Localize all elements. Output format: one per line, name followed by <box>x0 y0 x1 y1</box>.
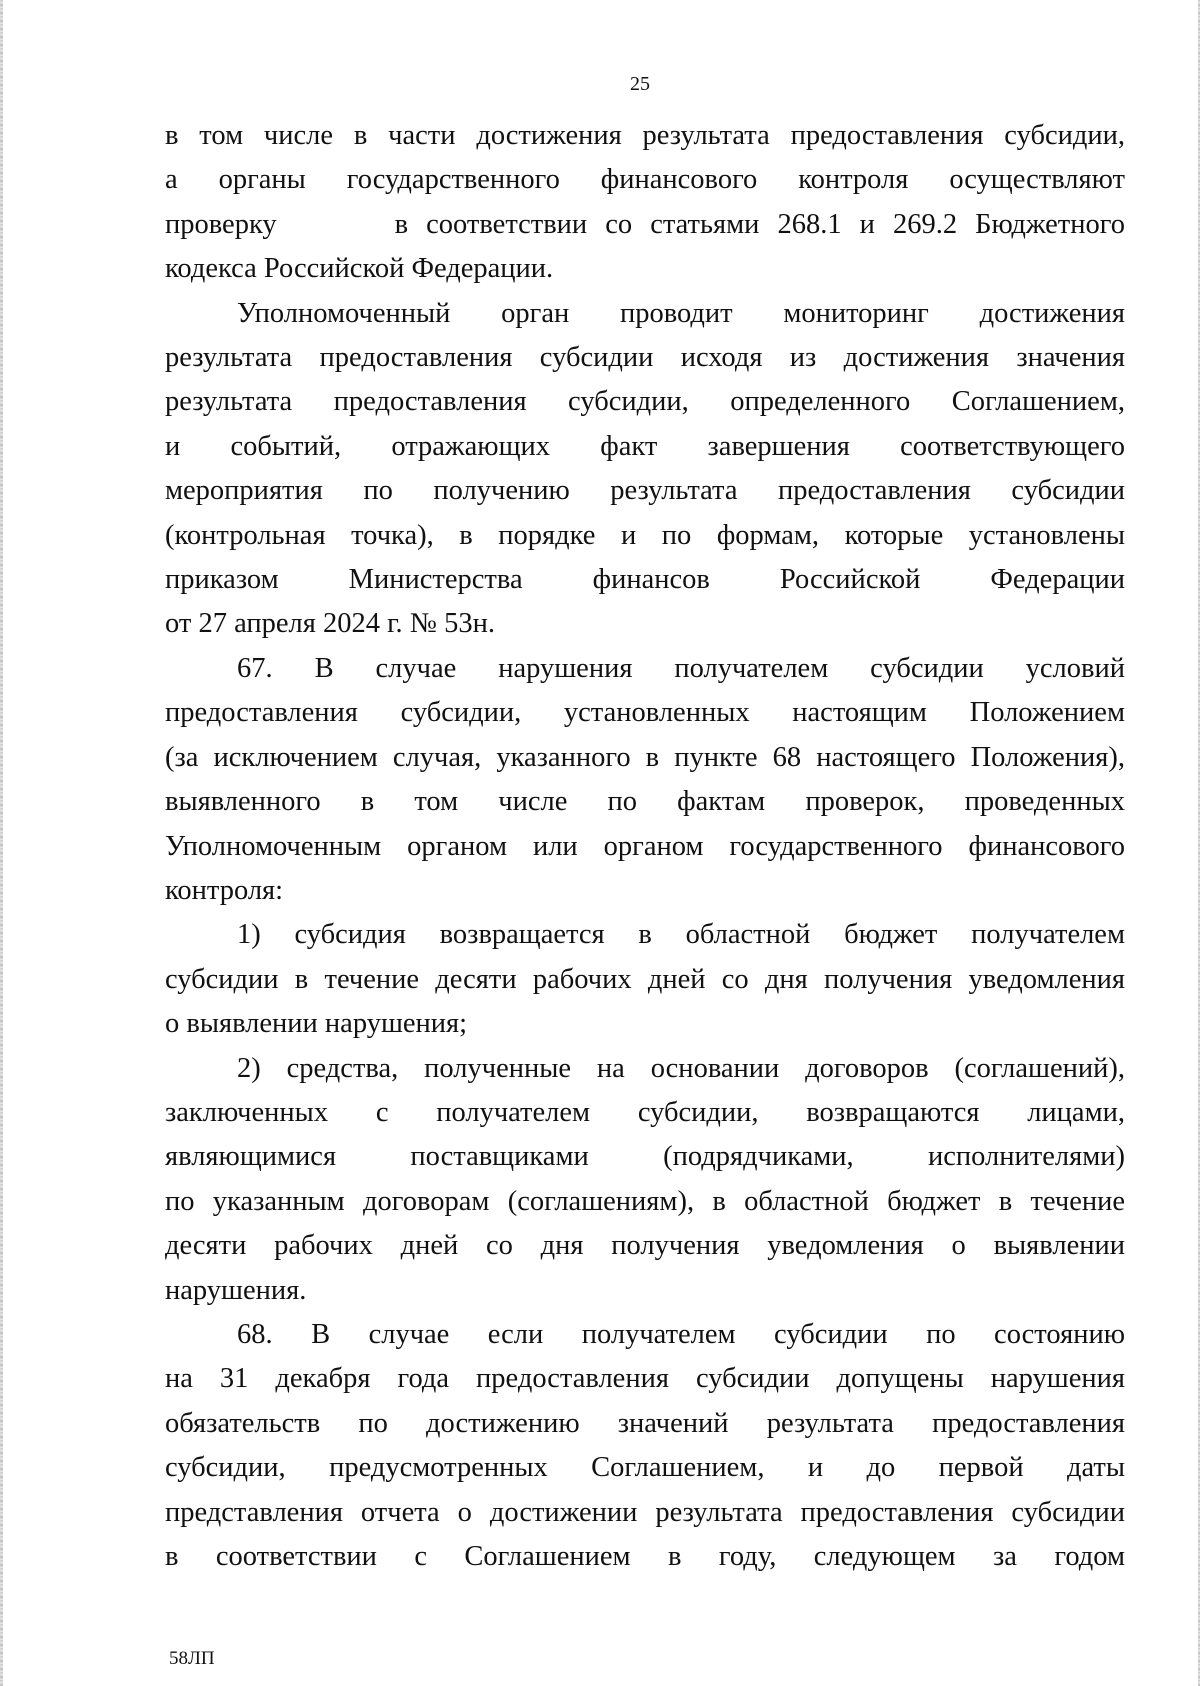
text-line: о выявлении нарушения; <box>165 1008 468 1040</box>
text-line: субсидии, предусмотренных Соглашением, и до первой даты <box>165 1452 1125 1484</box>
text-line: нарушения. <box>165 1274 307 1306</box>
paragraph-monitoring <box>165 292 1125 647</box>
text-line: (контрольная точка), в порядке и по формам, которые установлены <box>165 519 1125 551</box>
text-line: а органы государственного финансового контроля осуществляют <box>165 164 1125 196</box>
text-line: Уполномоченным органом или органом государственного финансового <box>165 830 1125 862</box>
text-line: 68. В случае если получателем субсидии по состоянию <box>237 1318 1125 1350</box>
text-line: десяти рабочих дней со дня получения уведомления о выявлении <box>165 1230 1125 1262</box>
page-number: 25 <box>630 73 650 95</box>
text-line: контроля: <box>165 874 284 906</box>
document-body <box>165 114 1125 1579</box>
text-line: (за исключением случая, указанного в пункте 68 настоящего Положения), <box>165 741 1125 773</box>
text-line: и событий, отражающих факт завершения соответствующего <box>165 430 1125 462</box>
text-fragment: проверку <box>165 208 277 240</box>
text-line: в том числе в части достижения результата предоставления субсидии, <box>165 120 1125 151</box>
text-line: в соответствии с Соглашением в году, следующем за годом <box>165 1541 1125 1572</box>
paragraph-verification <box>165 114 1125 292</box>
text-line: кодекса Российской Федерации. <box>165 253 554 285</box>
text-line: предоставления субсидии, установленных настоящим Положением <box>165 697 1125 729</box>
text-line: 67. В случае нарушения получателем субсидии условий <box>237 652 1125 684</box>
document-code: 58ЛП <box>169 1648 215 1669</box>
text-line: мероприятия по получению результата предоставления субсидии <box>165 475 1125 507</box>
text-line: результата предоставления субсидии исходя из достижения значения <box>165 342 1125 374</box>
text-line: заключенных с получателем субсидии, возвращаются лицами, <box>165 1096 1125 1128</box>
scan-edge-left <box>0 0 3 1686</box>
text-fragment: в соответствии со статьями 268.1 и 269.2 Бюджетного <box>394 208 1125 240</box>
text-line-split <box>165 203 1125 247</box>
text-line: результата предоставления субсидии, определенного Соглашением, <box>165 386 1125 418</box>
text-line: обязательств по достижению значений результата предоставления <box>165 1407 1125 1439</box>
paragraph-67 <box>165 647 1125 913</box>
text-line: 1) субсидия возвращается в областной бюджет получателем <box>237 919 1125 951</box>
paragraph-67-item-2 <box>165 1047 1125 1313</box>
text-line: выявленного в том числе по фактам проверок, проведенных <box>165 786 1125 818</box>
text-line: являющимися поставщиками (подрядчиками, исполнителями) <box>165 1141 1125 1173</box>
text-line: по указанным договорам (соглашениям), в областной бюджет в течение <box>165 1185 1125 1217</box>
text-line: представления отчета о достижении результата предоставления субсидии <box>165 1496 1125 1528</box>
text-line: Уполномоченный орган проводит мониторинг достижения <box>237 297 1125 329</box>
text-line: приказом Министерства финансов Российской Федерации <box>165 564 1125 596</box>
text-line: 2) средства, полученные на основании договоров (соглашений), <box>237 1052 1125 1084</box>
text-line: на 31 декабря года предоставления субсидии допущены нарушения <box>165 1363 1125 1395</box>
text-line: субсидии в течение десяти рабочих дней со дня получения уведомления <box>165 963 1125 995</box>
paragraph-68 <box>165 1313 1125 1579</box>
paragraph-67-item-1 <box>165 913 1125 1046</box>
text-line: от 27 апреля 2024 г. № 53н. <box>165 608 496 640</box>
